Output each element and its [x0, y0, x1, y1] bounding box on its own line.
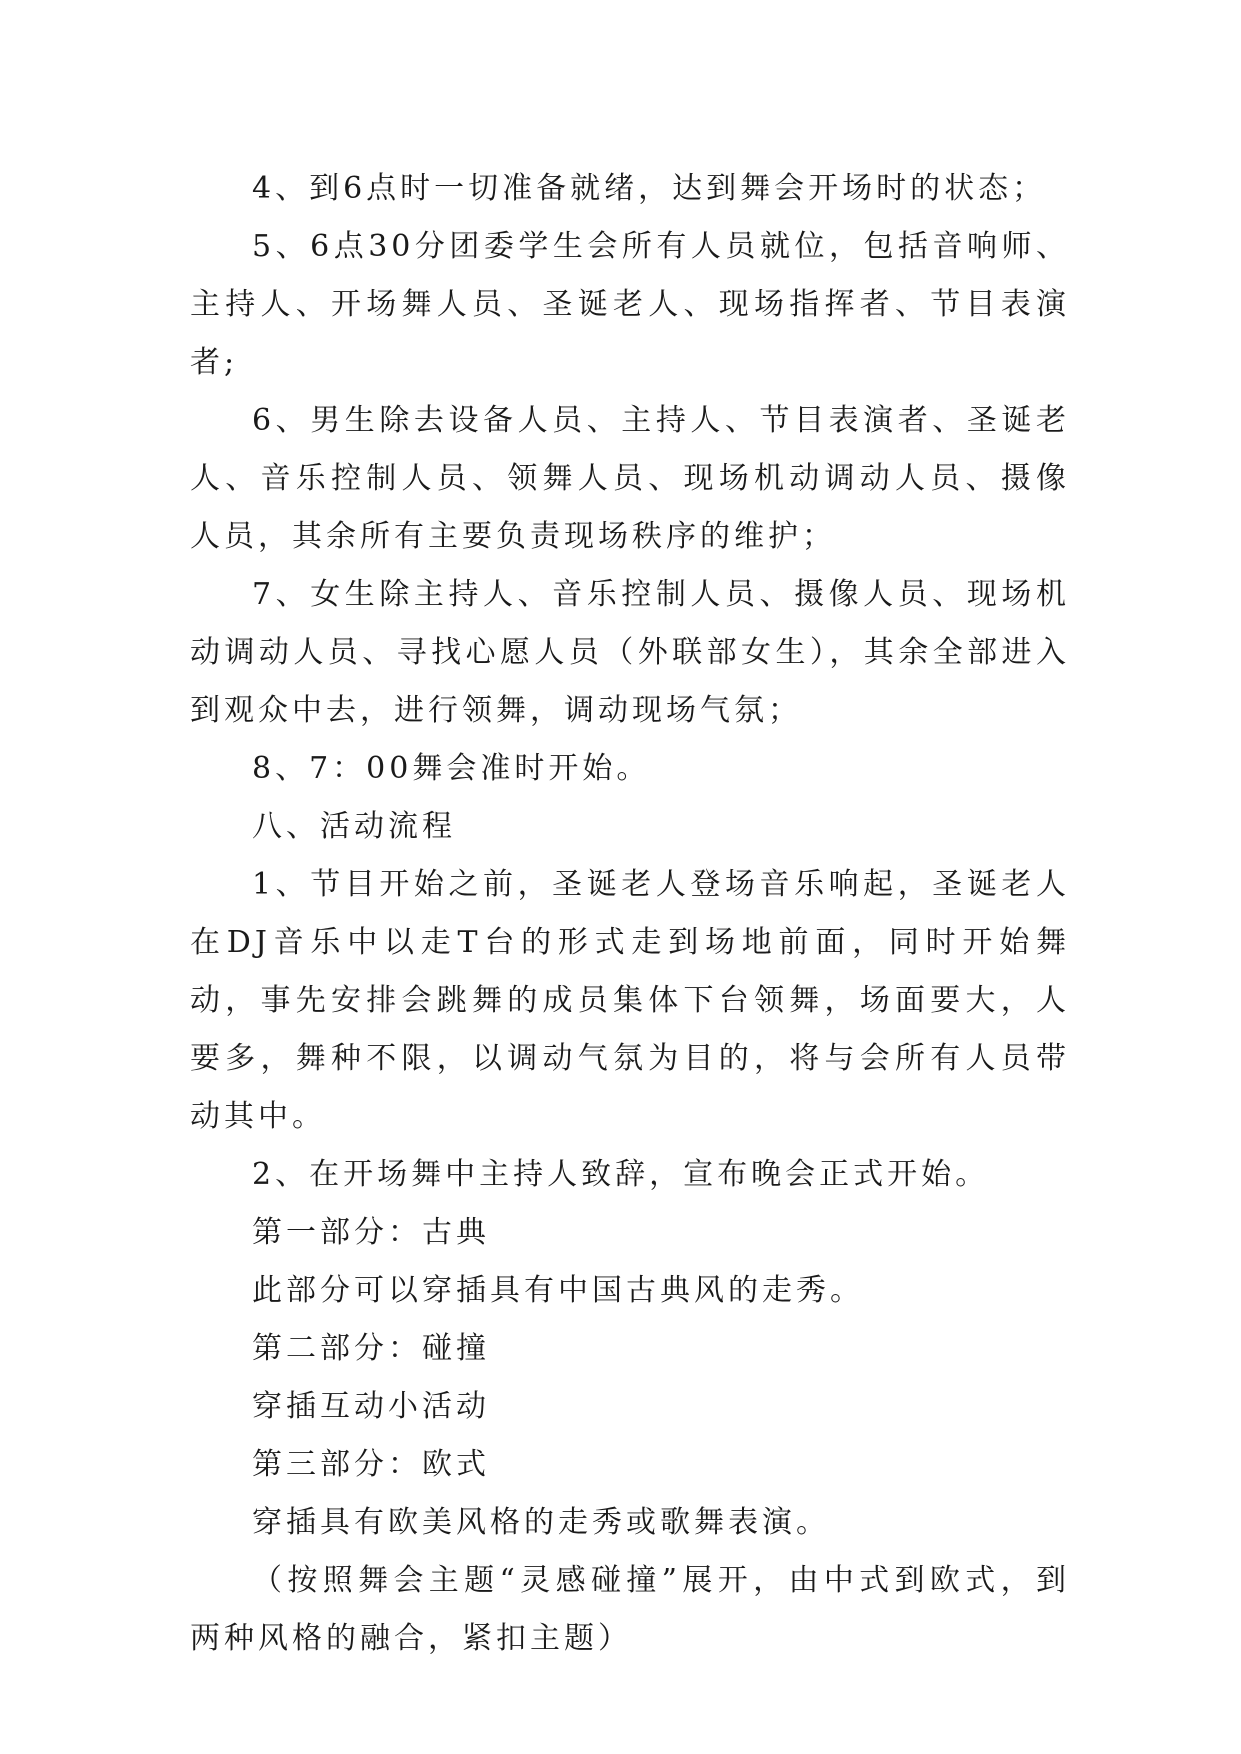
paragraph-opening-santa: 1、节目开始之前，圣诞老人登场音乐响起，圣诞老人在DJ音乐中以走T台的形式走到场地前面，同时开始舞动，事先安排会跳舞的成员集体下台领舞，场面要大，人要多，舞种不限，以调动气氛为目的，将与会所有人员带动其中。 [190, 867, 1070, 1134]
paragraph-host-speech: 2、在开场舞中主持人致辞，宣布晚会正式开始。 [252, 1157, 990, 1192]
part-three-heading: 第三部分：欧式 [252, 1447, 490, 1482]
part-one-heading: 第一部分：古典 [252, 1215, 490, 1250]
part-two-heading: 第二部分：碰撞 [252, 1331, 490, 1366]
section-heading-activity-flow: 八、活动流程 [252, 809, 456, 844]
paragraph-theme-note: （按照舞会主题“灵感碰撞”展开，由中式到欧式，到两种风格的融合，紧扣主题） [190, 1563, 1070, 1656]
part-two-description: 穿插互动小活动 [252, 1389, 490, 1424]
paragraph-male-students-duty: 6、男生除去设备人员、主持人、节目表演者、圣诞老人、音乐控制人员、领舞人员、现场机动调动人员、摄像人员，其余所有主要负责现场秩序的维护； [190, 403, 1070, 554]
part-one-description: 此部分可以穿插具有中国古典风的走秀。 [252, 1273, 864, 1308]
paragraph-start-time: 8、7：00舞会准时开始。 [252, 751, 651, 786]
paragraph-staff-in-position: 5、6点30分团委学生会所有人员就位，包括音响师、主持人、开场舞人员、圣诞老人、现场指挥者、节目表演者; [190, 229, 1070, 380]
document-body [190, 160, 1070, 1668]
part-three-description: 穿插具有欧美风格的走秀或歌舞表演。 [252, 1505, 830, 1540]
paragraph-setup-ready: 4、到6点时一切准备就绪，达到舞会开场时的状态； [252, 171, 1047, 206]
paragraph-female-students-duty: 7、女生除主持人、音乐控制人员、摄像人员、现场机动调动人员、寻找心愿人员（外联部女生），其余全部进入到观众中去，进行领舞，调动现场气氛； [190, 577, 1070, 728]
